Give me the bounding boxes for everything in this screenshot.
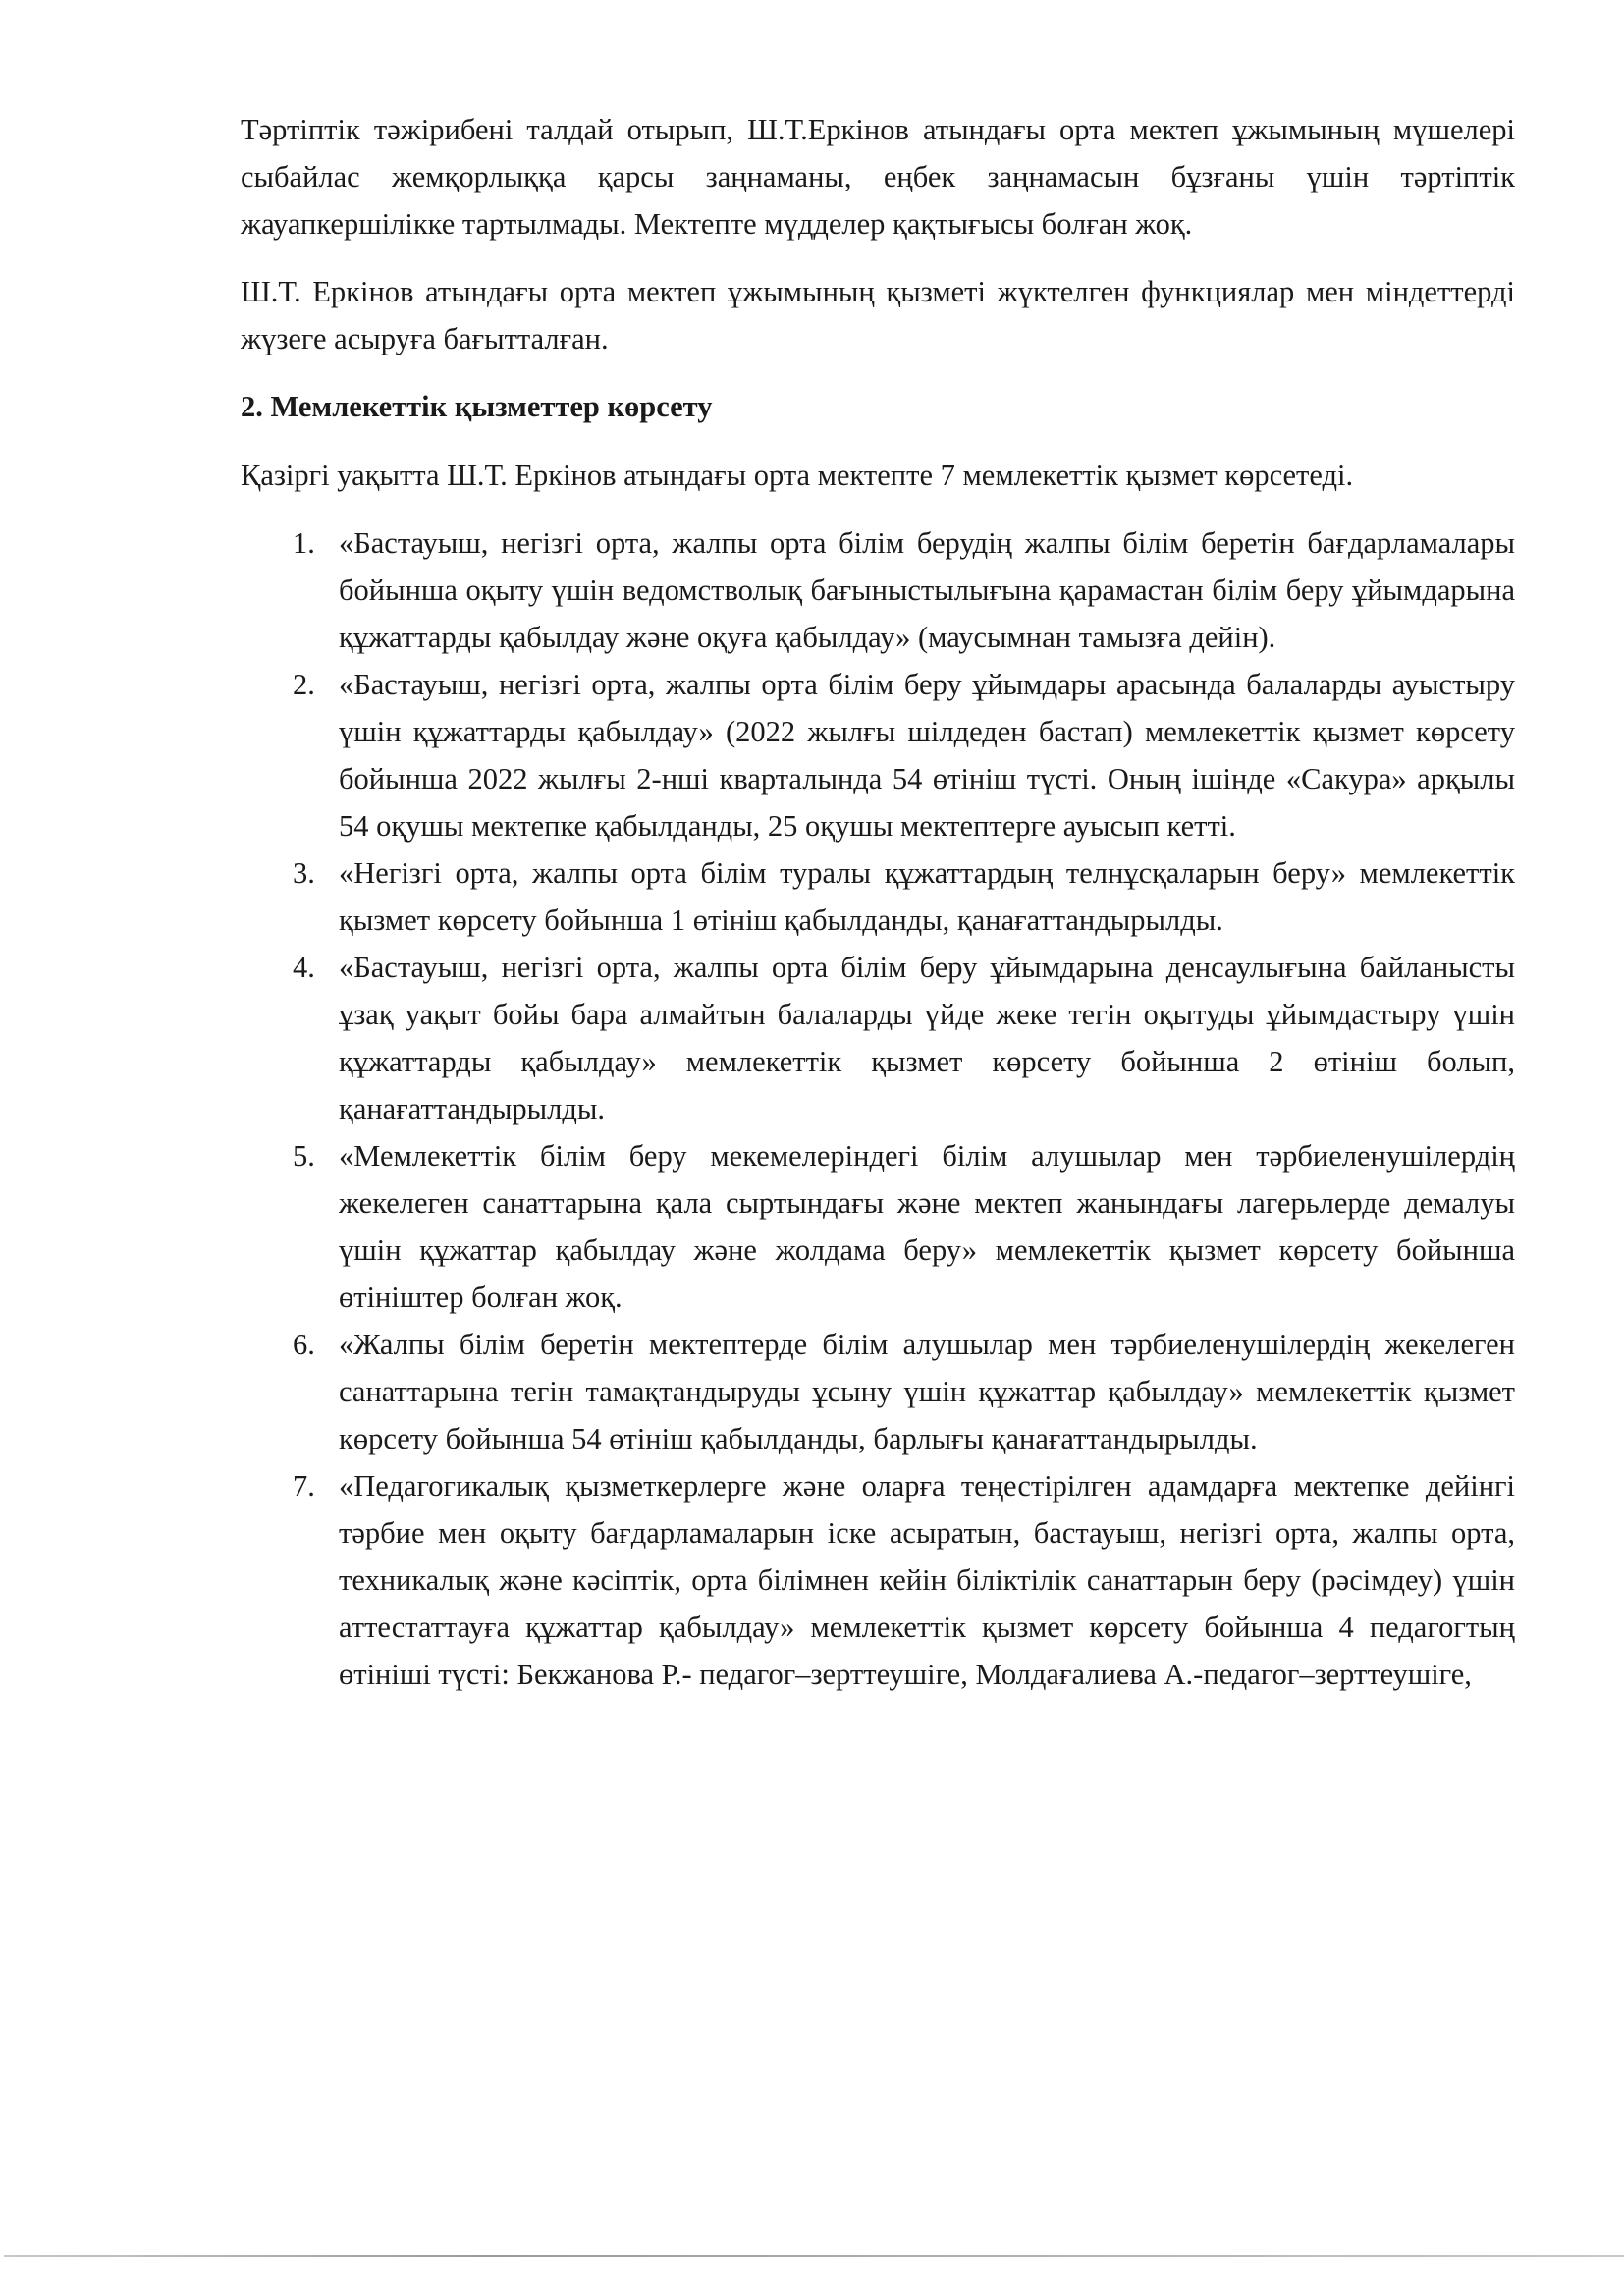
services-list — [241, 519, 1515, 1698]
list-item-number: 6. — [293, 1328, 315, 1361]
list-item — [241, 944, 1515, 1132]
section-intro: Қазіргі уақытта Ш.Т. Еркінов атындағы орта мектепте 7 мемлекеттік қызмет көрсетеді. — [241, 459, 1354, 492]
list-item-text: «Педагогикалық қызметкерлерге және оларға теңестірілген адамдарға мектепке дейінгі тәрбие мен оқыту бағдарламаларын іске асыратын, бастауыш, негізгі орта, жалпы орта, техникалық және кәсіптік, орта білімнен кейін біліктілік санаттарын беру (рәсімдеу) үшін аттестаттауға құжаттар қабылдау» мемлекеттік қызмет көрсету бойынша 4 педагогтың өтініші түсті: Бекжанова Р.- педагог–зерттеушіге, Молдағалиева А.-педагог–зерттеушіге, — [339, 1469, 1515, 1691]
list-item-number: 7. — [293, 1469, 315, 1503]
list-item-text: «Бастауыш, негізгі орта, жалпы орта білім беру ұйымдарына денсаулығына байланысты ұзақ уақыт бойы бара алмайтын балаларды үйде жеке тегін оқытуды ұйымдастыру үшін құжаттарды қабылдау» мемлекеттік қызмет көрсету бойынша 2 өтініш болып, қанағаттандырылды. — [339, 951, 1515, 1125]
disciplinary-paragraph: Тәртіптік тәжірибені талдай отырып, Ш.Т.Еркінов атындағы орта мектеп ұжымының мүшелері сыбайлас жемқорлыққа қарсы заңнаманы, еңбек заңнамасын бұзғаны үшін тәртіптік жауапкершілікке тартылмады. Мектепте мүдделер қақтығысы болған жоқ. — [241, 113, 1515, 241]
document-page — [241, 106, 1515, 1698]
list-item-number: 2. — [293, 668, 315, 701]
section-heading: 2. Мемлекеттік қызметтер көрсету — [241, 390, 713, 423]
list-item-number: 4. — [293, 951, 315, 984]
list-item — [241, 1132, 1515, 1321]
list-item-text: «Негізгі орта, жалпы орта білім туралы құжаттардың телнұсқаларын беру» мемлекеттік қызмет көрсету бойынша 1 өтініш қабылданды, қанағаттандырылды. — [339, 856, 1515, 937]
list-item — [241, 849, 1515, 944]
scan-edge-line — [4, 2255, 1624, 2257]
list-item — [241, 519, 1515, 661]
list-item-text: «Бастауыш, негізгі орта, жалпы орта білім берудің жалпы білім беретін бағдарламалары бойынша оқыту үшін ведомстволық бағыныстылығына қарамастан білім беру ұйымдарына құжаттарды қабылдау және оқуға қабылдау» (маусымнан тамызға дейін). — [339, 526, 1515, 654]
list-item-text: «Жалпы білім беретін мектептерде білім алушылар мен тәрбиеленушілердің жекелеген санаттарына тегін тамақтандыруды ұсыну үшін құжаттар қабылдау» мемлекеттік қызмет көрсету бойынша 54 өтініш қабылданды, барлығы қанағаттандырылды. — [339, 1328, 1515, 1455]
list-item-number: 5. — [293, 1139, 315, 1173]
list-item-number: 3. — [293, 856, 315, 890]
list-item-text: «Бастауыш, негізгі орта, жалпы орта білім беру ұйымдары арасында балаларды ауыстыру үшін құжаттарды қабылдау» (2022 жылғы шілдеден бастап) мемлекеттік қызмет көрсету бойынша 2022 жылғы 2-нші кварталында 54 өтініш түсті. Оның ішінде «Сакура» арқылы 54 оқушы мектепке қабылданды, 25 оқушы мектептерге ауысып кетті. — [339, 668, 1515, 843]
list-item-number: 1. — [293, 526, 315, 560]
activity-paragraph: Ш.Т. Еркінов атындағы орта мектеп ұжымының қызметі жүктелген функциялар мен міндеттерді жүзеге асыруға бағытталған. — [241, 275, 1515, 355]
list-item — [241, 661, 1515, 849]
list-item — [241, 1462, 1515, 1698]
list-item-text: «Мемлекеттік білім беру мекемелеріндегі білім алушылар мен тәрбиеленушілердің жекелеген санаттарына қала сыртындағы және мектеп жанындағы лагерьлерде демалуы үшін құжаттар қабылдау және жолдама беру» мемлекеттік қызмет көрсету бойынша өтініштер болған жоқ. — [339, 1139, 1515, 1314]
list-item — [241, 1321, 1515, 1462]
